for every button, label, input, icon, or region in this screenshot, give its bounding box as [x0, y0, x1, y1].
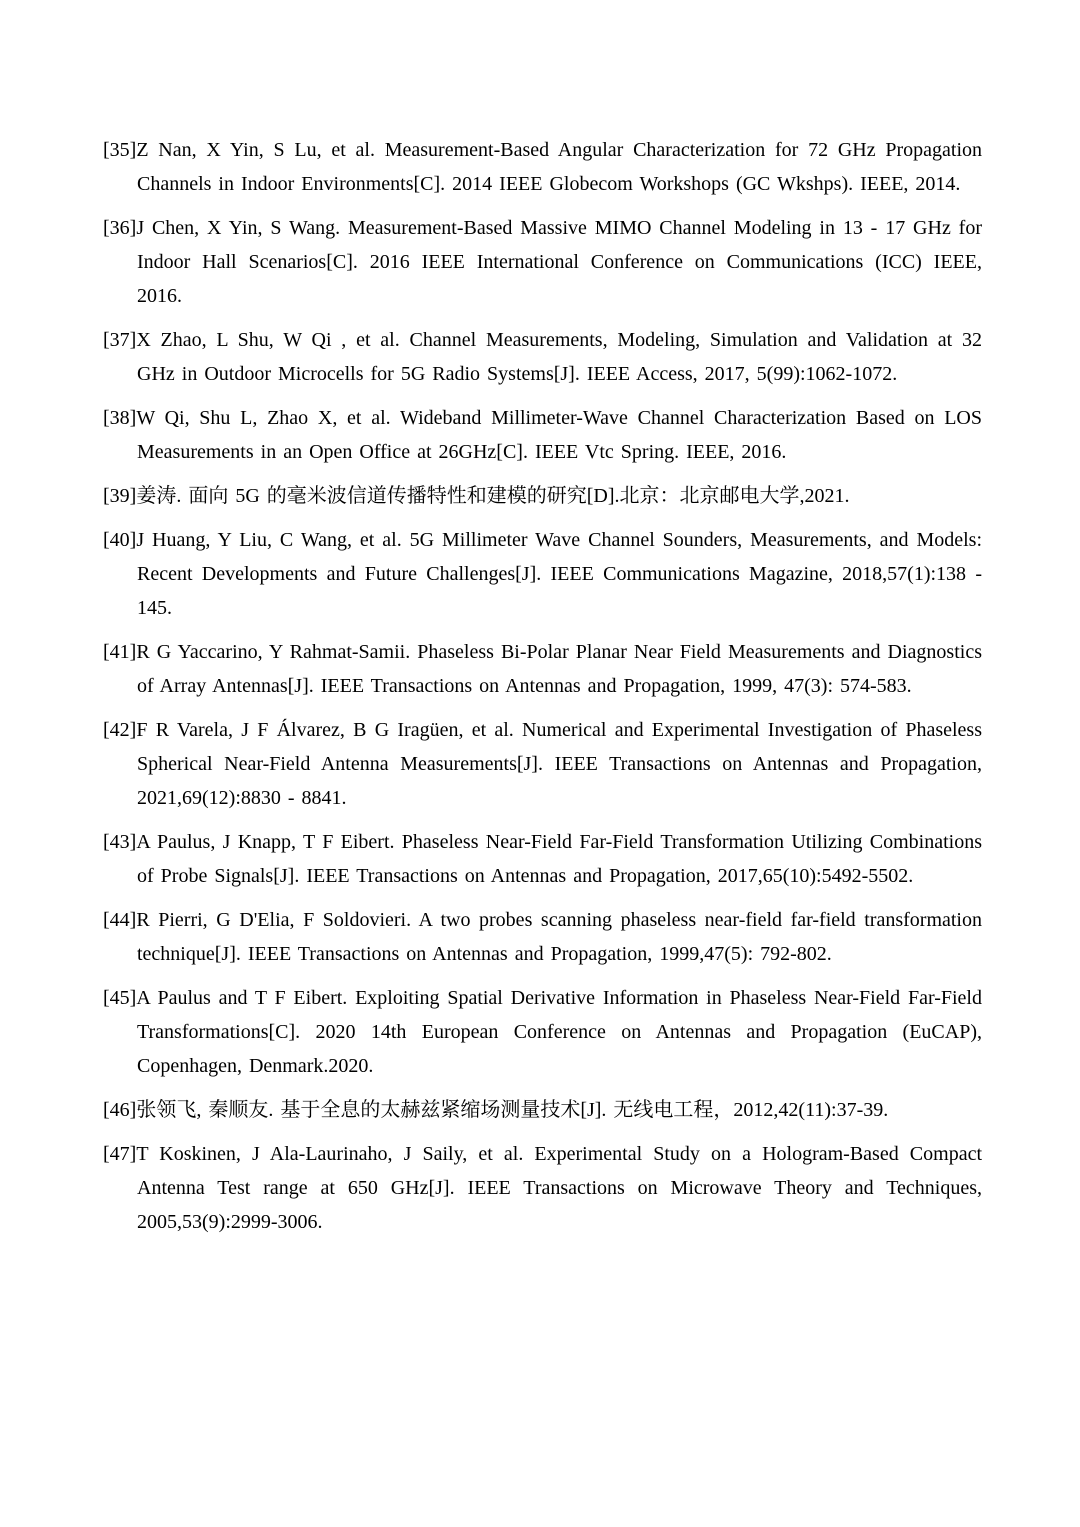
reference-label: [42]: [103, 719, 137, 741]
reference-item: [103, 479, 982, 513]
reference-item: [103, 635, 982, 703]
reference-label: [38]: [103, 407, 137, 429]
reference-text: 姜涛. 面向 5G 的毫米波信道传播特性和建模的研究[D].北京：北京邮电大学,2021.: [136, 485, 850, 507]
reference-item: [103, 1137, 982, 1239]
reference-item: [103, 133, 982, 201]
reference-text: A Paulus, J Knapp, T F Eibert. Phaseless Near-Field Far-Field Transformation Utilizing Combinations of Probe Signals[J]. IEEE Transactions on Antennas and Propagation, 2017,65(10):5492-5502.: [136, 831, 982, 887]
reference-item: [103, 323, 982, 391]
reference-item: [103, 523, 982, 625]
reference-item: [103, 713, 982, 815]
references-page: [103, 133, 982, 1239]
reference-label: [43]: [103, 831, 137, 853]
reference-text: A Paulus and T F Eibert. Exploiting Spatial Derivative Information in Phaseless Near-Field Far-Field Transformations[C]. 2020 14th European Conference on Antennas and Propagation (EuCAP), Copenhagen, Denmark.2020.: [136, 987, 982, 1077]
reference-label: [45]: [103, 987, 137, 1009]
reference-text: Z Nan, X Yin, S Lu, et al. Measurement-Based Angular Characterization for 72 GHz Propagation Channels in Indoor Environments[C]. 2014 IEEE Globecom Workshops (GC Wkshps). IEEE, 2014.: [136, 139, 982, 195]
reference-text: F R Varela, J F Álvarez, B G Iragüen, et al. Numerical and Experimental Investigation of Phaseless Spherical Near-Field Antenna Measurements[J]. IEEE Transactions on Antennas and Propagation, 2021,69(12):8830 - 8841.: [136, 719, 982, 809]
reference-text: X Zhao, L Shu, W Qi , et al. Channel Measurements, Modeling, Simulation and Validation at 32 GHz in Outdoor Microcells for 5G Radio Systems[J]. IEEE Access, 2017, 5(99):1062-1072.: [136, 329, 982, 385]
reference-label: [39]: [103, 485, 137, 507]
reference-item: [103, 981, 982, 1083]
reference-label: [47]: [103, 1143, 137, 1165]
reference-item: [103, 903, 982, 971]
reference-label: [37]: [103, 329, 137, 351]
reference-item: [103, 211, 982, 313]
reference-text: R G Yaccarino, Y Rahmat-Samii. Phaseless Bi-Polar Planar Near Field Measurements and Diagnostics of Array Antennas[J]. IEEE Transactions on Antennas and Propagation, 1999, 47(3): 574-583.: [136, 641, 982, 697]
reference-label: [41]: [103, 641, 137, 663]
reference-text: R Pierri, G D'Elia, F Soldovieri. A two probes scanning phaseless near-field far-field transformation technique[J]. IEEE Transactions on Antennas and Propagation, 1999,47(5): 792-802.: [136, 909, 982, 965]
reference-label: [36]: [103, 217, 137, 239]
reference-text: T Koskinen, J Ala-Laurinaho, J Saily, et al. Experimental Study on a Hologram-Based Compact Antenna Test range at 650 GHz[J]. IEEE Transactions on Microwave Theory and Techniques, 2005,53(9):2999-3006.: [136, 1143, 982, 1233]
reference-text: J Chen, X Yin, S Wang. Measurement-Based Massive MIMO Channel Modeling in 13 - 17 GHz for Indoor Hall Scenarios[C]. 2016 IEEE International Conference on Communications (ICC) IEEE, 2016.: [136, 217, 982, 307]
reference-item: [103, 401, 982, 469]
reference-item: [103, 825, 982, 893]
reference-text: 张领飞, 秦顺友. 基于全息的太赫兹紧缩场测量技术[J]. 无线电工程，2012,42(11):37-39.: [136, 1099, 889, 1121]
reference-text: W Qi, Shu L, Zhao X, et al. Wideband Millimeter-Wave Channel Characterization Based on LOS Measurements in an Open Office at 26GHz[C]. IEEE Vtc Spring. IEEE, 2016.: [136, 407, 982, 463]
reference-text: J Huang, Y Liu, C Wang, et al. 5G Millimeter Wave Channel Sounders, Measurements, and Models: Recent Developments and Future Challenges[J]. IEEE Communications Magazine, 2018,57(1):138 - 145.: [136, 529, 982, 619]
reference-label: [44]: [103, 909, 137, 931]
reference-item: [103, 1093, 982, 1127]
reference-label: [40]: [103, 529, 137, 551]
reference-label: [35]: [103, 139, 137, 161]
reference-label: [46]: [103, 1099, 137, 1121]
